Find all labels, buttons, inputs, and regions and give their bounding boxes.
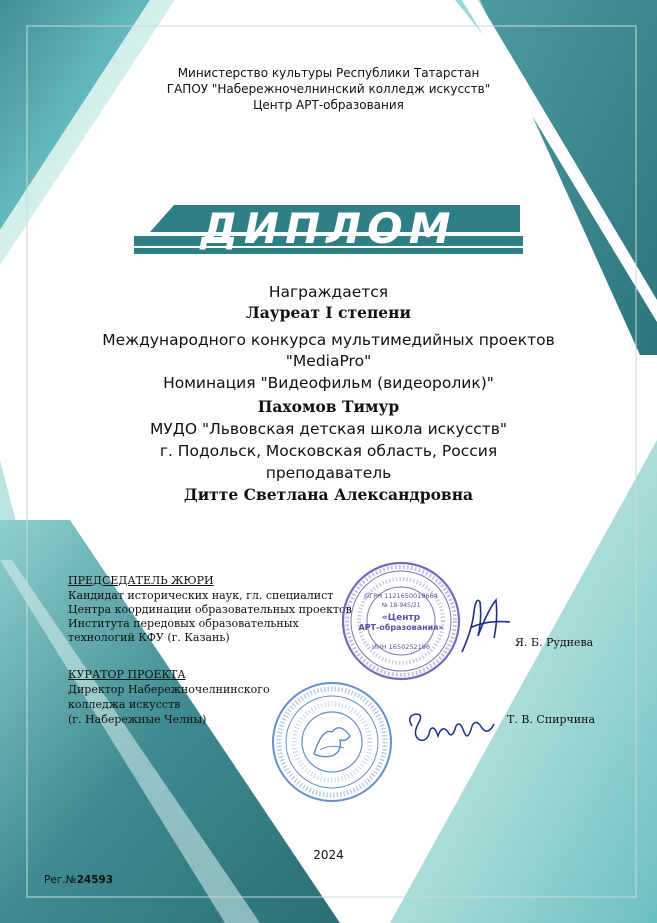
organization-stamp	[340, 560, 462, 682]
registration-number	[44, 874, 113, 886]
contest-text: Международного конкурса мультимедийных проектов	[102, 331, 555, 349]
stamp-center-line-2: АРТ-образования»	[358, 623, 444, 632]
teacher-label: преподаватель	[265, 464, 392, 482]
nomination-text: Номинация "Видеофильм (видеоролик)"	[163, 374, 494, 392]
teacher-name: Дитте Светлана Александровна	[183, 485, 474, 504]
jury-name: Я. Б. Руднева	[515, 636, 594, 649]
college-stamp	[270, 680, 394, 804]
school-text: МУДО "Львовская детская школа искусств"	[149, 420, 508, 438]
location-text: г. Подольск, Московская область, Россия	[159, 442, 498, 460]
stamp-center-line-1: «Центр	[381, 613, 421, 623]
registration-label: Рег.№	[44, 874, 77, 886]
stamp-ogrn: ОГРН 1121650019664	[364, 592, 438, 600]
awarded-text: Награждается	[268, 283, 389, 301]
ministry-line: Министерство культуры Республики Татарстан	[177, 66, 480, 80]
diploma-title: ДИПЛОМ	[200, 204, 457, 253]
rank-text: Лауреат I степени	[245, 303, 411, 322]
jury-line-1: Кандидат исторических наук, гл. специалист	[68, 589, 334, 602]
year: 2024	[313, 848, 344, 862]
curator-signature	[404, 706, 504, 756]
jury-role: ПРЕДСЕДАТЕЛЬ ЖЮРИ	[68, 574, 214, 587]
curator-role: КУРАТОР ПРОЕКТА	[68, 668, 186, 681]
registration-value: 24593	[76, 874, 114, 886]
center-line: Центр АРТ-образования	[253, 98, 404, 112]
contest-name: "MediaPro"	[285, 352, 372, 370]
stamp-number: № 18-945/21	[381, 602, 421, 609]
participant-name: Пахомов Тимур	[257, 397, 400, 416]
college-line: ГАПОУ "Набережночелнинский колледж искусств"	[166, 82, 491, 96]
jury-line-2: Центра координации образовательных проектов	[68, 603, 352, 616]
jury-line-4: технологий КФУ (г. Казань)	[68, 631, 230, 644]
curator-line-3: (г. Набережные Челны)	[68, 713, 207, 726]
curator-line-1: Директор Набережночелнинского	[68, 683, 270, 696]
jury-signature	[452, 590, 512, 660]
stamp-inn: ИНН 1650252196	[371, 643, 431, 651]
jury-line-3: Института передовых образовательных	[68, 617, 299, 630]
curator-name: Т. В. Спирчина	[507, 713, 596, 726]
curator-line-2: колледжа искусств	[68, 698, 181, 711]
